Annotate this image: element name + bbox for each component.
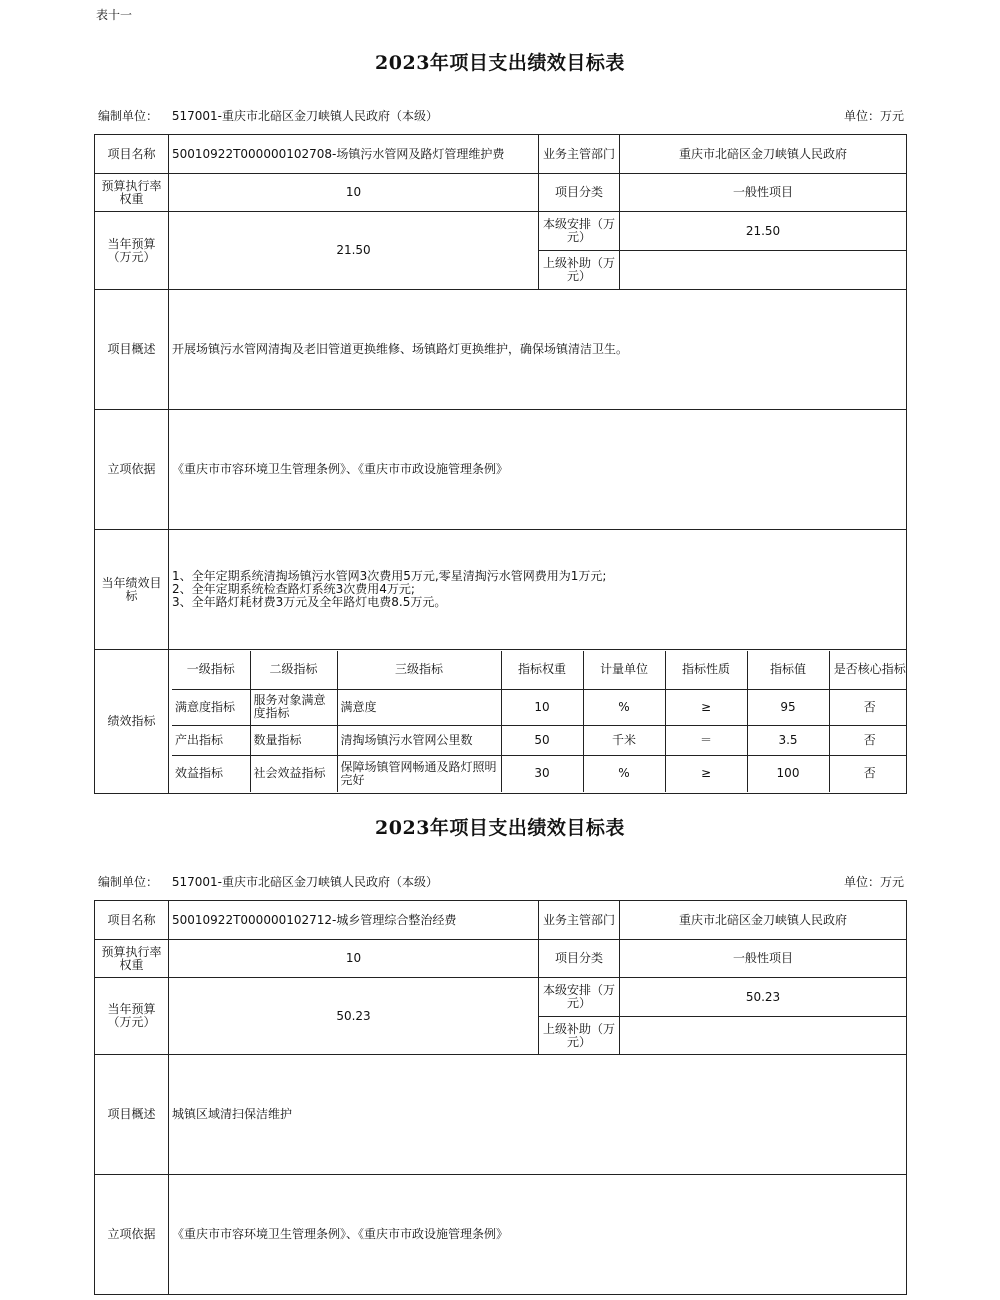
nature-cell: ＝ xyxy=(665,725,747,755)
dept-value: 重庆市北碚区金刀峡镇人民政府 xyxy=(620,901,907,940)
subsidy-value xyxy=(620,251,907,290)
currency-unit: 单位：万元 xyxy=(843,109,904,123)
header-cell: 一级指标 xyxy=(172,651,250,689)
header-cell: 指标权重 xyxy=(501,651,583,689)
goal-line: 1、全年定期系统清掏场镇污水管网3次费用5万元,零星清掏污水管网费用为1万元; xyxy=(172,569,607,583)
unit-cell: % xyxy=(583,689,665,725)
value-cell: 100 xyxy=(747,755,829,792)
dept-label: 业务主管部门 xyxy=(539,901,620,940)
exec-weight-value: 10 xyxy=(169,174,539,212)
core-cell: 否 xyxy=(829,689,907,725)
level3-cell: 清掏场镇污水管网公里数 xyxy=(337,725,501,755)
dept-value: 重庆市北碚区金刀峡镇人民政府 xyxy=(620,135,907,174)
overview-label: 项目概述 xyxy=(95,290,169,410)
level3-cell: 满意度 xyxy=(337,689,501,725)
own-arrangement-label: 本级安排（万元） xyxy=(539,978,620,1017)
indicators-container xyxy=(169,650,907,794)
compiler-label: 编制单位： xyxy=(98,875,159,889)
category-label: 项目分类 xyxy=(539,174,620,212)
budget-label: 当年预算（万元） xyxy=(95,212,169,290)
nature-cell: ≥ xyxy=(665,755,747,792)
header-cell: 二级指标 xyxy=(250,651,337,689)
value-cell: 3.5 xyxy=(747,725,829,755)
overview-value: 开展场镇污水管网清掏及老旧管道更换维修、场镇路灯更换维护，确保场镇清洁卫生。 xyxy=(169,290,907,410)
goal-line: 3、全年路灯耗材费3万元及全年路灯电费8.5万元。 xyxy=(172,595,447,609)
compiler-info xyxy=(98,873,438,890)
performance-table xyxy=(94,134,907,794)
category-value: 一般性项目 xyxy=(620,174,907,212)
indicators-header-row xyxy=(172,651,907,689)
form-title: 2023年项目支出绩效目标表 xyxy=(375,817,625,839)
header-cell: 计量单位 xyxy=(583,651,665,689)
goal-line: 2、全年定期系统检查路灯系统3次费用4万元; xyxy=(172,582,415,596)
basis-value: 《重庆市市容环境卫生管理条例》、《重庆市市政设施管理条例》 xyxy=(169,410,907,530)
table-row xyxy=(172,689,907,725)
category-value: 一般性项目 xyxy=(620,940,907,978)
subsidy-value xyxy=(620,1017,907,1055)
level2-cell: 服务对象满意度指标 xyxy=(250,689,337,725)
page-label: 表十一 xyxy=(96,8,133,22)
goals-label: 当年绩效目标 xyxy=(95,530,169,650)
table-row xyxy=(172,725,907,755)
value-cell: 95 xyxy=(747,689,829,725)
compiler-value: 517001-重庆市北碚区金刀峡镇人民政府（本级） xyxy=(171,875,438,889)
goals-value xyxy=(169,530,907,650)
header-cell: 指标值 xyxy=(747,651,829,689)
level3-cell: 保障场镇管网畅通及路灯照明完好 xyxy=(337,755,501,792)
level1-cell: 效益指标 xyxy=(172,755,250,792)
indicators-table xyxy=(172,651,907,792)
core-cell: 否 xyxy=(829,755,907,792)
exec-weight-value: 10 xyxy=(169,940,539,978)
header-cell: 指标性质 xyxy=(665,651,747,689)
weight-cell: 50 xyxy=(501,725,583,755)
project-name-value: 50010922T000000102712-城乡管理综合整治经费 xyxy=(169,901,539,940)
table-row xyxy=(172,755,907,792)
level1-cell: 产出指标 xyxy=(172,725,250,755)
subsidy-label: 上级补助（万元） xyxy=(539,1017,620,1055)
dept-label: 业务主管部门 xyxy=(539,135,620,174)
overview-label: 项目概述 xyxy=(95,1055,169,1175)
exec-weight-label: 预算执行率权重 xyxy=(95,174,169,212)
compiler-value: 517001-重庆市北碚区金刀峡镇人民政府（本级） xyxy=(171,109,438,123)
project-name-value: 50010922T000000102708-场镇污水管网及路灯管理维护费 xyxy=(169,135,539,174)
basis-label: 立项依据 xyxy=(95,410,169,530)
project-name-label: 项目名称 xyxy=(95,901,169,940)
basis-value: 《重庆市市容环境卫生管理条例》、《重庆市市政设施管理条例》 xyxy=(169,1175,907,1295)
own-arrangement-label: 本级安排（万元） xyxy=(539,212,620,251)
project-name-label: 项目名称 xyxy=(95,135,169,174)
own-arrangement-value: 50.23 xyxy=(620,978,907,1017)
header-cell: 三级指标 xyxy=(337,651,501,689)
performance-table xyxy=(94,900,907,1295)
currency-unit: 单位：万元 xyxy=(843,875,904,889)
level2-cell: 数量指标 xyxy=(250,725,337,755)
level2-cell: 社会效益指标 xyxy=(250,755,337,792)
budget-label: 当年预算（万元） xyxy=(95,978,169,1055)
core-cell: 否 xyxy=(829,725,907,755)
compiler-label: 编制单位： xyxy=(98,109,159,123)
weight-cell: 10 xyxy=(501,689,583,725)
exec-weight-label: 预算执行率权重 xyxy=(95,940,169,978)
level1-cell: 满意度指标 xyxy=(172,689,250,725)
nature-cell: ≥ xyxy=(665,689,747,725)
indicators-label: 绩效指标 xyxy=(95,650,169,794)
own-arrangement-value: 21.50 xyxy=(620,212,907,251)
overview-value: 城镇区域清扫保洁维护 xyxy=(169,1055,907,1175)
subsidy-label: 上级补助（万元） xyxy=(539,251,620,290)
weight-cell: 30 xyxy=(501,755,583,792)
unit-cell: % xyxy=(583,755,665,792)
budget-value: 21.50 xyxy=(169,212,539,290)
unit-cell: 千米 xyxy=(583,725,665,755)
category-label: 项目分类 xyxy=(539,940,620,978)
form-title: 2023年项目支出绩效目标表 xyxy=(375,52,625,74)
budget-value: 50.23 xyxy=(169,978,539,1055)
compiler-info xyxy=(98,107,438,124)
basis-label: 立项依据 xyxy=(95,1175,169,1295)
header-cell: 是否核心指标 xyxy=(829,651,907,689)
